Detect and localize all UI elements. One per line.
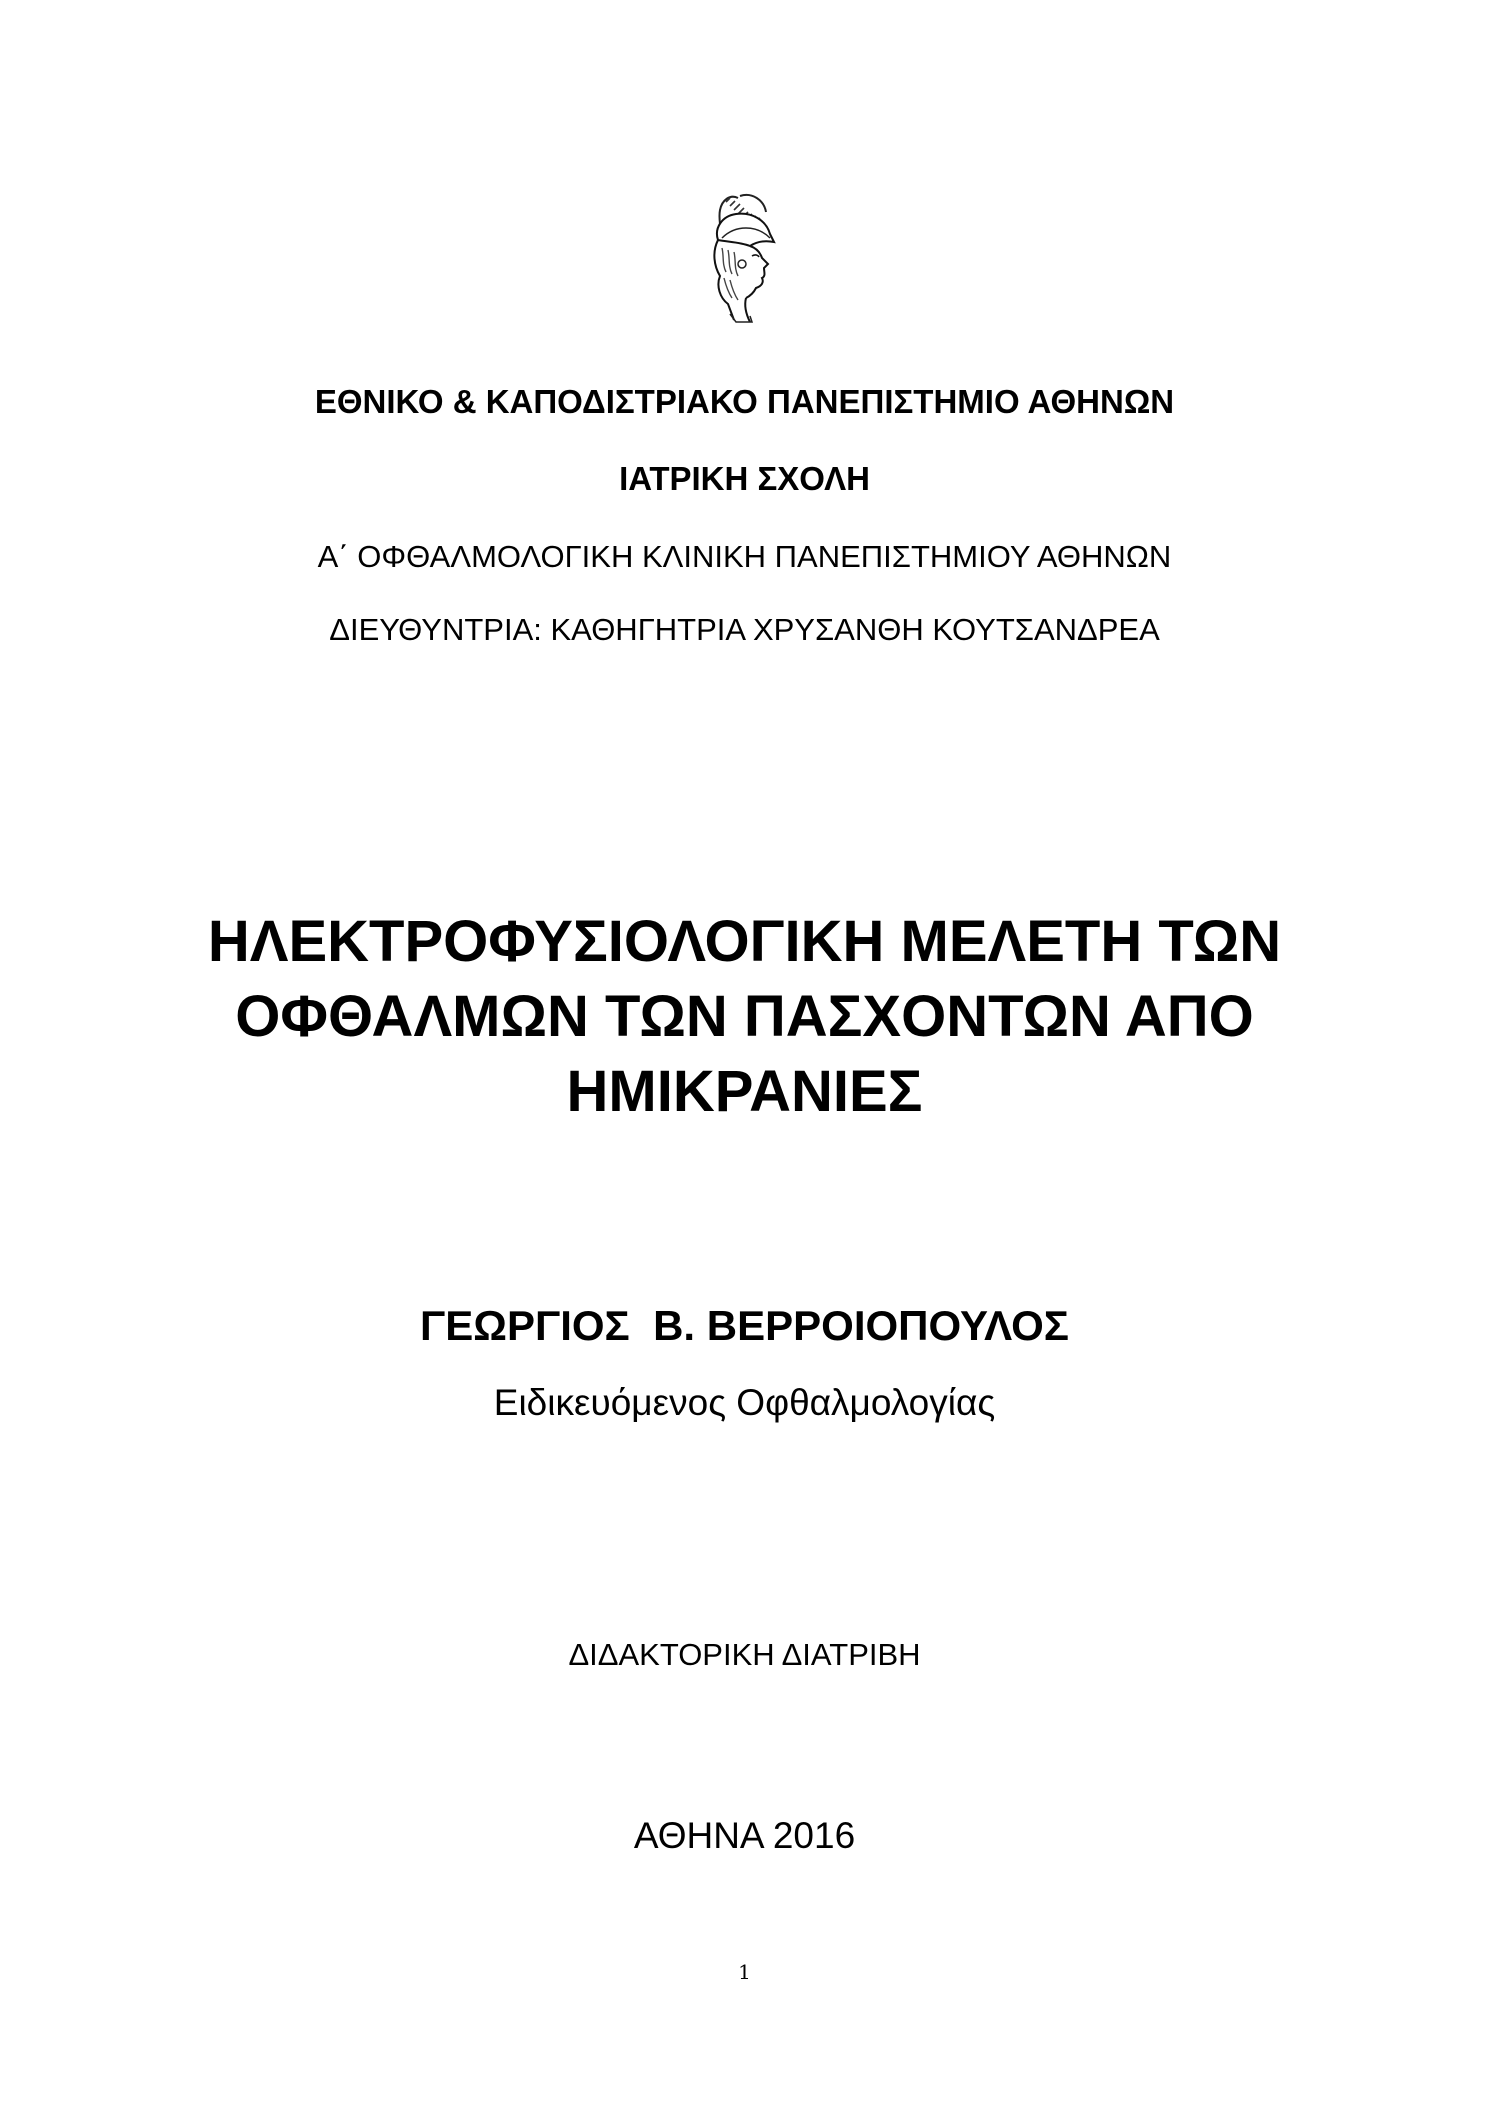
university-name: ΕΘΝΙΚΟ & ΚΑΠΟΔΙΣΤΡΙΑΚΟ ΠΑΝΕΠΙΣΤΗΜΙΟ ΑΘΗΝΩΝ <box>314 383 1175 420</box>
thesis-title-line-1: ΗΛΕΚΤΡΟΦΥΣΙΟΛΟΓΙΚΗ ΜΕΛΕΤΗ ΤΩΝ <box>207 909 1282 974</box>
place-year: ΑΘΗΝΑ 2016 <box>633 1815 856 1856</box>
author-name: ΓΕΩΡΓΙΟΣ Β. ΒΕΡΡΟΙΟΠΟΥΛΟΣ <box>420 1302 1069 1349</box>
author-role: Ειδικευόμενος Οφθαλμολογίας <box>493 1382 996 1423</box>
document-type: ΔΙΔΑΚΤΟΡΙΚΗ ΔΙΑΤΡΙΒΗ <box>568 1637 921 1672</box>
thesis-title-line-3: ΗΜΙΚΡΑΝΙΕΣ <box>566 1059 923 1124</box>
thesis-title-line-2: ΟΦΘΑΛΜΩΝ ΤΩΝ ΠΑΣΧΟΝΤΩΝ ΑΠΟ <box>235 984 1254 1049</box>
clinic-name: Α΄ ΟΦΘΑΛΜΟΛΟΓΙΚΗ ΚΛΙΝΙΚΗ ΠΑΝΕΠΙΣΤΗΜΙΟΥ ΑΘΗΝΩΝ <box>317 539 1172 574</box>
school-name: ΙΑΤΡΙΚΗ ΣΧΟΛΗ <box>619 460 870 497</box>
page-number: 1 <box>738 1960 751 1984</box>
director-line: ΔΙΕΥΘΥΝΤΡΙΑ: ΚΑΘΗΓΗΤΡΙΑ ΧΡΥΣΑΝΘΗ ΚΟΥΤΣΑΝΔΡΕΑ <box>329 612 1160 647</box>
athena-head-logo-icon <box>700 192 794 324</box>
